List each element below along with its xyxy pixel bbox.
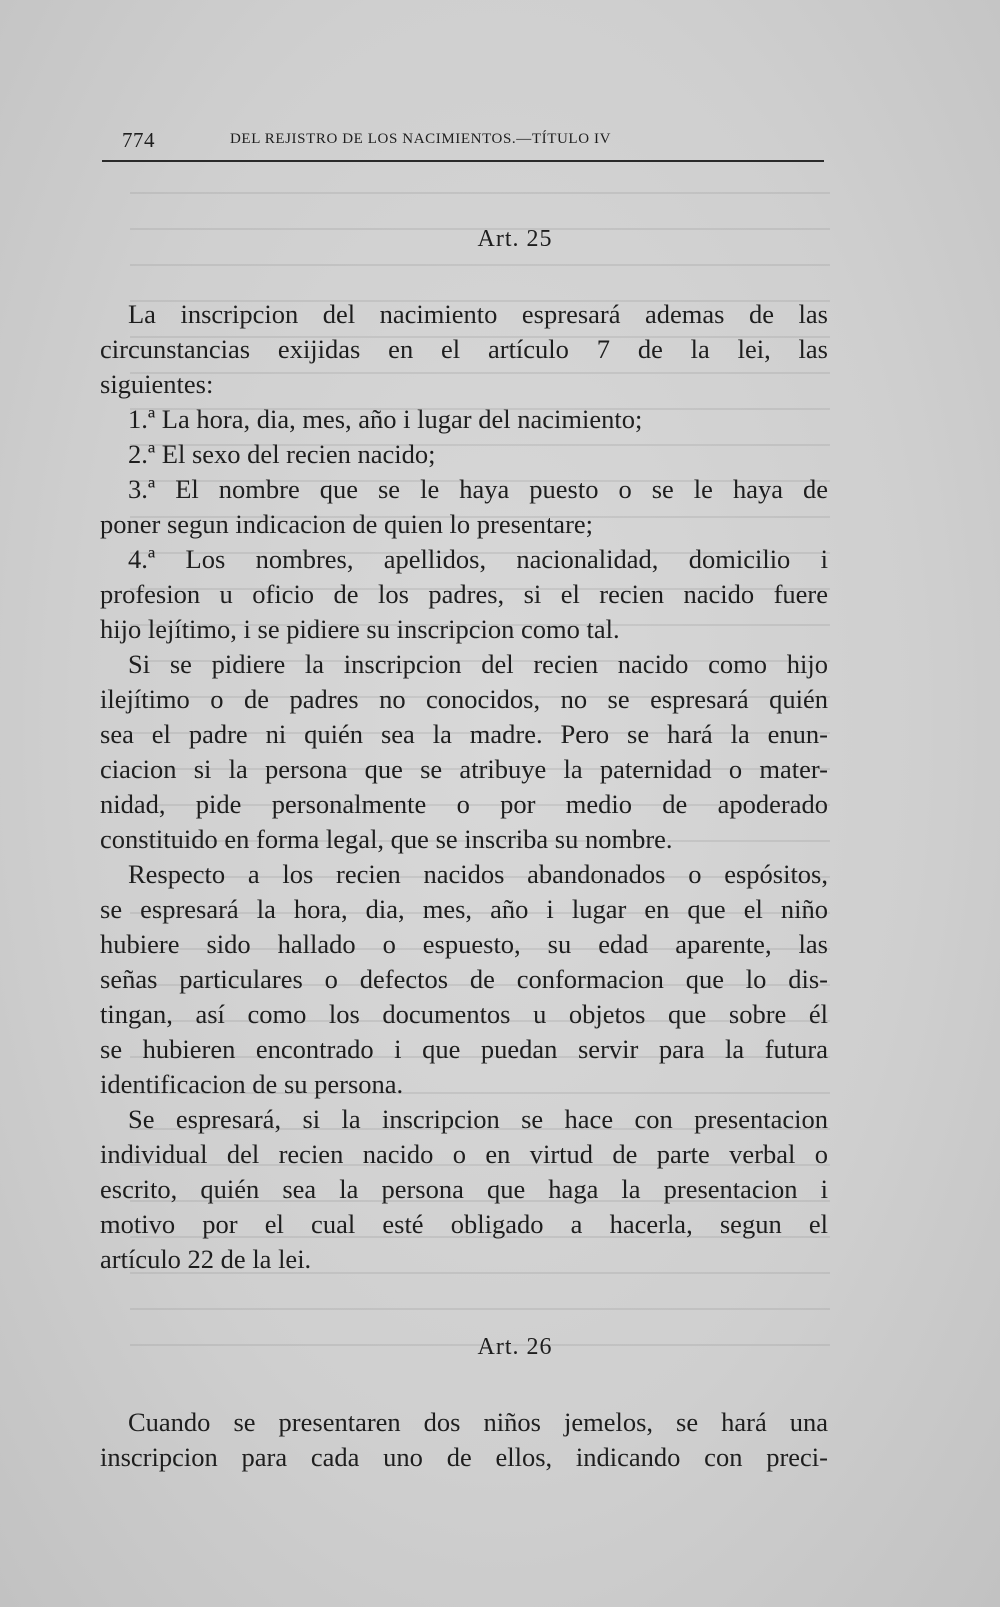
text-line: 4.ª Los nombres, apellidos, nacionalidad, domicilio i xyxy=(128,544,828,574)
art25-item-2 xyxy=(100,437,828,472)
text-line: hubiere sido hallado o espuesto, su edad aparente, las xyxy=(100,929,828,959)
text-line: poner segun indicacion de quien lo presentare; xyxy=(100,509,594,539)
text-line: constituido en forma legal, que se inscriba su nombre. xyxy=(100,824,673,854)
text-line: nidad, pide personalmente o por medio de apoderado xyxy=(100,789,828,819)
text-line: siguientes: xyxy=(100,369,214,399)
art25-para-ilejitimo xyxy=(100,647,828,857)
running-title: DEL REJISTRO DE LOS NACIMIENTOS.—TÍTULO IV xyxy=(230,131,612,147)
text-line: ciacion si la persona que se atribuye la paternidad o mater- xyxy=(100,754,828,784)
page-number: 774 xyxy=(122,128,155,152)
text-line: motivo por el cual esté obligado a hacerla, segun el xyxy=(100,1209,828,1239)
text-line: Se espresará, si la inscripcion se hace con presentacion xyxy=(128,1104,828,1134)
text-line: tingan, así como los documentos u objetos que sobre él xyxy=(100,999,828,1029)
article-25-heading: Art. 25 xyxy=(477,226,553,252)
art25-item-1 xyxy=(100,402,828,437)
text-line: se hubieren encontrado i que puedan servir para la futura xyxy=(100,1034,828,1064)
art25-para-presentacion xyxy=(100,1102,828,1277)
text-line: La inscripcion del nacimiento espresará ademas de las xyxy=(128,299,828,329)
art26-para-jemelos xyxy=(100,1405,828,1475)
text-line: ilejítimo o de padres no conocidos, no se espresará quién xyxy=(100,684,828,714)
text-line: señas particulares o defectos de conformacion que lo dis- xyxy=(100,964,828,994)
art25-item-4 xyxy=(100,542,828,647)
text-line: Cuando se presentaren dos niños jemelos, se hará una xyxy=(128,1407,828,1437)
article-26-heading: Art. 26 xyxy=(477,1334,553,1360)
text-line: circunstancias exijidas en el artículo 7 de la lei, las xyxy=(100,334,828,364)
header-rule xyxy=(102,160,824,162)
text-line: hijo lejítimo, i se pidiere su inscripcion como tal. xyxy=(100,614,620,644)
text-line: artículo 22 de la lei. xyxy=(100,1244,312,1274)
text-line: Respecto a los recien nacidos abandonados o espósitos, xyxy=(128,859,828,889)
text-line: escrito, quién sea la persona que haga la presentacion i xyxy=(100,1174,828,1204)
art25-para-intro xyxy=(100,297,828,402)
text-line: Si se pidiere la inscripcion del recien nacido como hijo xyxy=(128,649,828,679)
text-line: profesion u oficio de los padres, si el recien nacido fuere xyxy=(100,579,828,609)
text-line: inscripcion para cada uno de ellos, indicando con preci- xyxy=(100,1442,828,1472)
text-line: se espresará la hora, dia, mes, año i lugar en que el niño xyxy=(100,894,828,924)
page-header xyxy=(122,128,826,158)
text-line: sea el padre ni quién sea la madre. Pero se hará la enun- xyxy=(100,719,828,749)
text-line: 2.ª El sexo del recien nacido; xyxy=(128,439,436,469)
art25-item-3 xyxy=(100,472,828,542)
text-line: 3.ª El nombre que se le haya puesto o se le haya de xyxy=(128,474,828,504)
text-line: identificacion de su persona. xyxy=(100,1069,404,1099)
text-line: individual del recien nacido o en virtud de parte verbal o xyxy=(100,1139,828,1169)
text-line: 1.ª La hora, dia, mes, año i lugar del nacimiento; xyxy=(128,404,643,434)
art25-para-abandonados xyxy=(100,857,828,1102)
